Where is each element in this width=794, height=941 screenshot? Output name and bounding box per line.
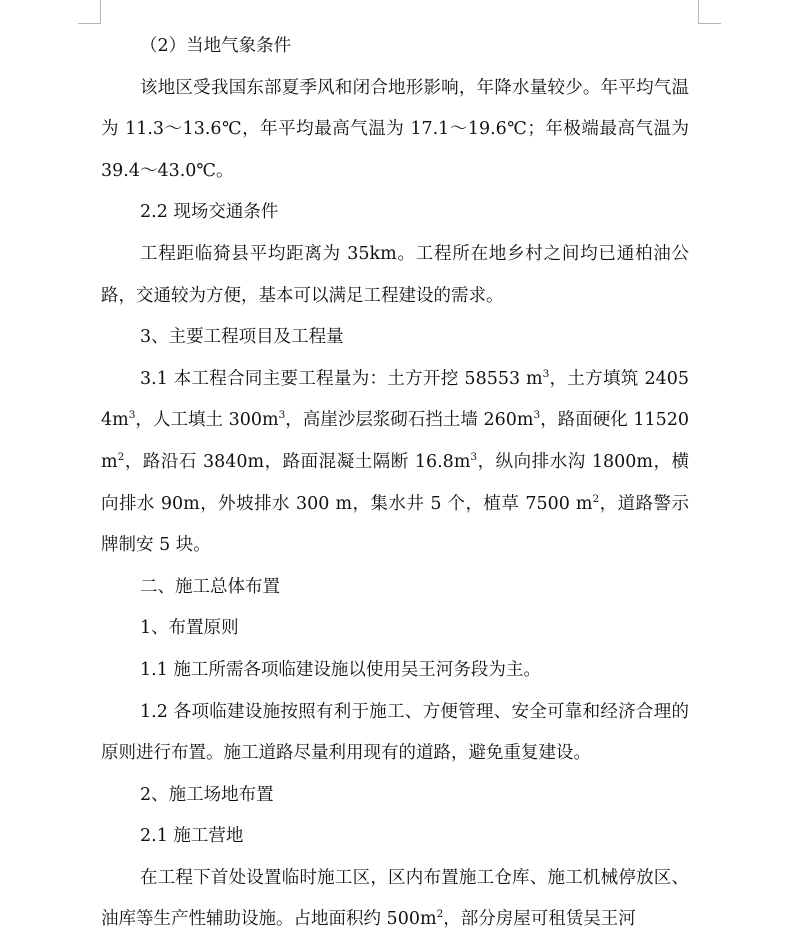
unit-exponent: 2 xyxy=(117,451,125,464)
paragraph-principle-1: 1.1 施工所需各项临建设施以使用吴王河务段为主。 xyxy=(140,659,541,680)
text-segment: ，道路警示牌制安 5 块。 xyxy=(101,493,690,556)
text-segment: 在工程下首处设置临时施工区，区内布置施工仓库、施工机械停放区、油库等生产性辅助设施。占地面积约 500m xyxy=(101,867,689,930)
crop-mark-top-right-vertical xyxy=(698,0,699,24)
unit-exponent: 3 xyxy=(128,409,136,422)
unit-exponent: 3 xyxy=(533,409,541,422)
unit-exponent: 3 xyxy=(470,451,478,464)
unit-exponent: 3 xyxy=(278,409,286,422)
text-segment: ，纵向排水沟 1800m，横向排水 90m，外坡排水 300 m，集水井 5 个，植草 7500 m xyxy=(101,451,689,514)
heading-main-items: 3、主要工程项目及工程量 xyxy=(140,327,344,348)
heading-construction-camp: 2.1 施工营地 xyxy=(140,826,244,847)
heading-site-layout: 2、施工场地布置 xyxy=(140,784,274,805)
heading-layout-principles: 1、布置原则 xyxy=(140,618,239,639)
unit-exponent: 3 xyxy=(542,367,550,380)
unit-exponent: 2 xyxy=(592,492,600,505)
text-segment: ，路面硬化 11520 m xyxy=(101,410,690,472)
crop-mark-top-left-horizontal xyxy=(78,23,101,24)
crop-mark-top-left-vertical xyxy=(100,0,101,24)
paragraph-quantities xyxy=(101,359,689,567)
text-segment: ，人工填土 300m xyxy=(135,410,279,431)
text-segment: ，土方填筑 24054m xyxy=(101,368,689,431)
heading-construction-layout: 二、施工总体布置 xyxy=(140,576,280,597)
paragraph-traffic: 工程距临猗县平均距离为 35km。工程所在地乡村之间均已通柏油公路，交通较为方便，基本可以满足工程建设的需求。 xyxy=(101,243,689,306)
paragraph-weather: 该地区受我国东部夏季风和闭合地形影响，年降水量较少。年平均气温为 11.3～13.6℃，年平均最高气温为 17.1～19.6℃；年极端最高气温为 39.4～43.0℃。 xyxy=(101,77,689,181)
text-segment: 3.1 本工程合同主要工程量为：土方开挖 58553 m xyxy=(140,368,543,389)
paragraph-camp xyxy=(101,858,689,941)
heading-local-weather: （2）当地气象条件 xyxy=(140,36,292,56)
paragraph-principle-2: 1.2 各项临建设施按照有利于施工、方便管理、安全可靠和经济合理的原则进行布置。施工道路尽量利用现有的道路，避免重复建设。 xyxy=(101,701,689,764)
text-segment: ，路沿石 3840m，路面混凝土隔断 16.8m xyxy=(124,451,471,472)
heading-site-traffic: 2.2 现场交通条件 xyxy=(140,202,279,223)
text-segment: ，高崖沙层浆砌石挡土墙 260m xyxy=(285,410,534,431)
text-segment: ，部分房屋可租赁吴王河 xyxy=(443,909,636,930)
crop-mark-top-right-horizontal xyxy=(698,23,721,24)
unit-exponent: 2 xyxy=(436,908,444,921)
document-body xyxy=(101,26,689,941)
